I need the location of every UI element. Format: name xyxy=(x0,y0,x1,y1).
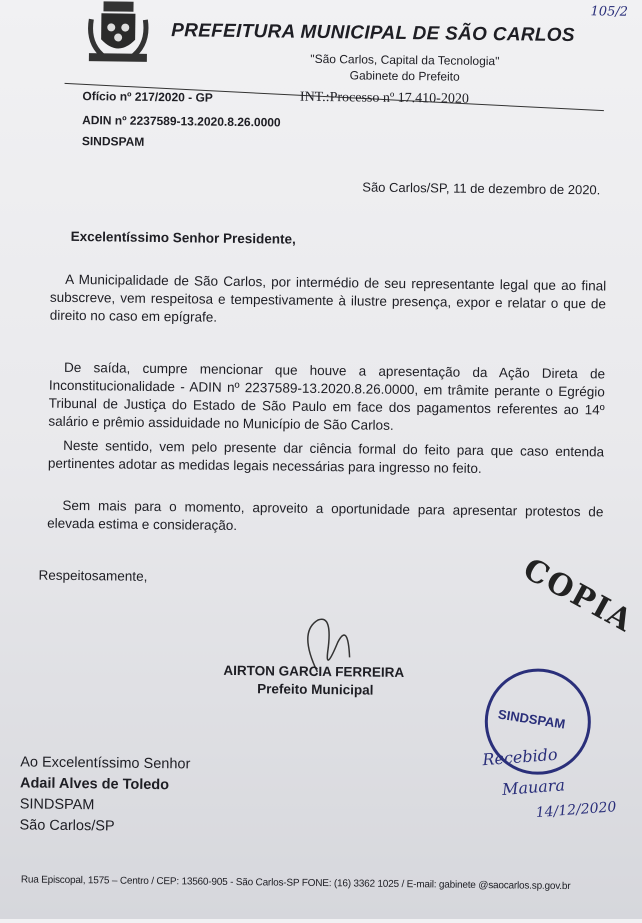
letterhead-office: Gabinete do Prefeito xyxy=(349,68,460,84)
city-crest-logo xyxy=(85,0,152,66)
adin-number: ADIN nº 2237589-13.2020.8.26.0000 xyxy=(82,113,281,130)
page-number-handwritten: 105/2 xyxy=(590,4,629,20)
signatory-title: Prefeito Municipal xyxy=(257,681,374,698)
paragraph-2: De saída, cumpre mencionar que houve a apresentação da Ação Direta de Inconstitucionalidade - ADIN nº 2237589-13.2020.8.26.0000, em trâmite perante o Egrégio Tribunal de Justiça do Estado de São Paulo em face dos pagamentos referentes ao 14º salário e prêmio assiduidade no Município de São Carlos. xyxy=(48,359,606,433)
letterhead-slogan: "São Carlos, Capital da Tecnologia" xyxy=(310,51,500,69)
footer-address: Rua Episcopal, 1575 – Centro / CEP: 13560-905 - São Carlos-SP FONE: (16) 3362 1025 / E-mail: gabinete @saocarlos.sp.gov.br xyxy=(20,874,571,893)
closing: Respeitosamente, xyxy=(38,567,148,584)
letterhead-title: PREFEITURA MUNICIPAL DE SÃO CARLOS xyxy=(171,20,575,47)
union-stamp-text: SINDSPAM xyxy=(497,706,567,732)
paragraph-1: A Municipalidade de São Carlos, por intermédio de seu representante legal que ao final subscreve, vem respeitosa e tempestivamente à ilustre presença, expor e relatar o que de direito no caso em epígrafe. xyxy=(49,271,607,325)
reference-union: SINDSPAM xyxy=(81,134,145,149)
salutation: Excelentíssimo Senhor Presidente, xyxy=(70,228,296,247)
oficio-number: Ofício nº 217/2020 - GP xyxy=(82,89,213,105)
received-date: 14/12/2020 xyxy=(535,799,617,822)
copy-stamp: COPIA xyxy=(517,551,640,640)
addressee-line-1: Ao Excelentíssimo Senhor xyxy=(20,754,191,773)
signatory-name: AIRTON GARCIA FERREIRA xyxy=(223,662,405,681)
paragraph-4: Sem mais para o momento, aproveito a oportunidade para apresentar protestos de elevada estima e consideração. xyxy=(47,497,604,533)
paragraph-3: Neste sentido, vem pelo presente dar ciência formal do feito para que caso entenda pertinentes adotar as medidas legais necessárias para ingresso no feito. xyxy=(47,437,605,476)
addressee-name: Adail Alves de Toledo xyxy=(19,775,170,794)
letter-date: São Carlos/SP, 11 de dezembro de 2020. xyxy=(362,179,601,198)
process-number: INT.:Processo nº 17.410-2020 xyxy=(299,89,469,107)
letter-body xyxy=(38,271,607,592)
received-name: Mauara xyxy=(501,775,566,799)
addressee-org: SINDSPAM xyxy=(19,796,95,814)
received-note: Recebido xyxy=(481,744,559,770)
addressee-city: São Carlos/SP xyxy=(19,817,115,835)
